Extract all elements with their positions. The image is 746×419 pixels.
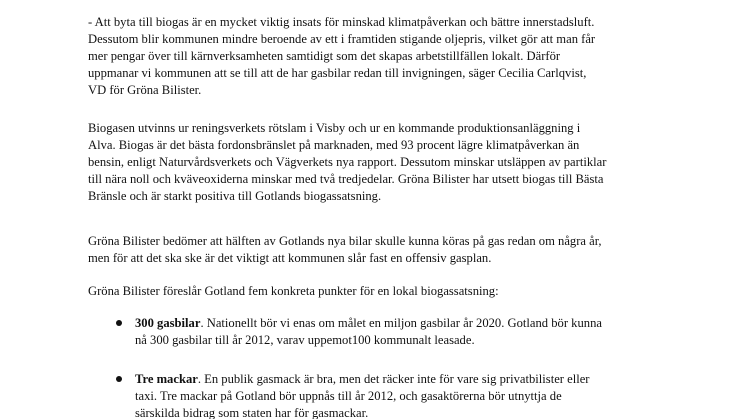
bullet-first-rest: . En publik gasmack är bra, men det räcker inte för vare sig privatbilister eller [197, 372, 590, 386]
text-line: Bränsle och är starkt positiva till Gotlands biogassatsning. [88, 189, 382, 203]
bullet-first-line [135, 315, 602, 332]
bullet-first-line [135, 371, 590, 388]
paragraph-biogas [88, 120, 606, 205]
text-line: Gröna Bilister föreslår Gotland fem konkreta punkter för en lokal biogassatsning: [88, 284, 499, 298]
paragraph-quote [88, 14, 595, 99]
bullet-title: Tre mackar [135, 372, 198, 386]
text-line: Dessutom blir kommunen mindre beroende av ett i framtiden stigande oljepris, vilket gör att man får [88, 32, 596, 46]
bullet-text [135, 371, 590, 419]
text-line: Biogasen utvinns ur reningsverkets rötslam i Visby och ur en kommande produktionsanläggning i [88, 121, 581, 135]
bullet-first-rest: . Nationellt bör vi enas om målet en miljon gasbilar år 2020. Gotland bör kunna [200, 316, 602, 330]
text-line: till nära noll och kväveoxiderna minskar med två tredjedelar. Gröna Bilister har utsett biogas till Bästa [88, 172, 604, 186]
text-line: - Att byta till biogas är en mycket viktig insats för minskad klimatpåverkan och bättre innerstadsluft. [88, 15, 595, 29]
text-line: men för att det ska ske är det viktigt att kommunen slår fast en offensiv gasplan. [88, 251, 492, 265]
text-line: mer pengar över till kärnverksamheten samtidigt som det skapas arbetstillfällen lokalt. Därför [88, 49, 561, 63]
paragraph-proposal-intro [88, 283, 499, 300]
text-line: VD för Gröna Bilister. [88, 83, 202, 97]
paragraph-assessment [88, 233, 602, 267]
text-line: bensin, enligt Naturvårdsverkets och Vägverkets nya rapport. Dessutom minskar utsläppen av partiklar [88, 155, 607, 169]
text-line: Alva. Biogas är det bästa fordonsbränslet på marknaden, med 93 procent lägre klimatpåverkan än [88, 138, 580, 152]
text-line: särskilda bidrag som staten har för gasmackar. [135, 406, 369, 419]
text-line: uppmanar vi kommunen att se till att de har gasbilar redan till invigningen, säger Cecilia Carlqvist, [88, 66, 587, 80]
text-line: taxi. Tre mackar på Gotland bör uppnås till år 2012, och gasaktörerna bör utnyttja de [135, 389, 562, 403]
bullet-dot-icon [116, 320, 122, 326]
bullet-dot-icon [116, 376, 122, 382]
bullet-title: 300 gasbilar [135, 316, 201, 330]
text-line: Gröna Bilister bedömer att hälften av Gotlands nya bilar skulle kunna köras på gas redan om några år, [88, 234, 602, 248]
bullet-text [135, 315, 602, 349]
text-line: nå 300 gasbilar till år 2012, varav uppemot100 kommunalt leasade. [135, 333, 475, 347]
